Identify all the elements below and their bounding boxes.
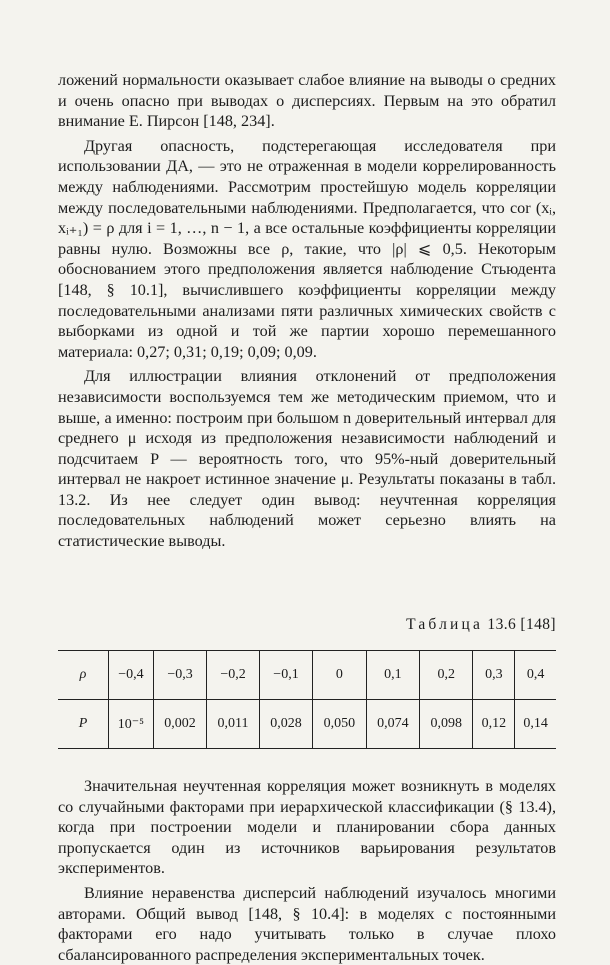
paragraph-5: Влияние неравенства дисперсий наблюдений изучалось многими авторами. Общий вывод [148, § 10.4]: в моделях с постоянными факторами его надо учитывать только в случае плохо сбалансированного распределения экспериментальных точек. (58, 883, 556, 964)
row-label-p: P (58, 700, 109, 749)
paragraph-3: Для иллюстрации влияния отклонений от предположения независимости воспользуемся тем же методическим приемом, что и выше, а именно: построим при большом n доверительный интервал для среднего μ исходя из предположения независимости наблюдений и подсчитаем P — вероятность того, что 95%-ный доверительный интервал не накроет истинное значение μ. Результаты показаны в табл. 13.2. Из нее следует один вывод: неучтенная корреляция последовательных наблюдений может серьезно влиять на статистические выводы. (58, 367, 556, 551)
top-text (58, 70, 556, 552)
rho-cell: −0,3 (153, 651, 206, 700)
table-caption (406, 616, 556, 634)
table-row-p (58, 700, 556, 749)
table-row-rho (58, 651, 556, 700)
p-cell: 0,050 (313, 700, 366, 749)
rho-cell: −0,2 (207, 651, 260, 700)
rho-cell: 0,4 (515, 651, 556, 700)
rho-cell: 0,3 (473, 651, 515, 700)
table-caption-word: Таблица (406, 616, 484, 633)
correlation-table (58, 650, 556, 749)
p-cell: 0,028 (259, 700, 312, 749)
rho-cell: 0,1 (366, 651, 419, 700)
rho-cell: 0 (313, 651, 366, 700)
bottom-text (58, 776, 556, 965)
rho-cell: −0,4 (109, 651, 154, 700)
paragraph-4: Значительная неучтенная корреляция может возникнуть в моделях со случайными факторами при иерархической классификации (§ 13.4), когда при построении модели и планировании сбора данных пропускается один из источников варьирования результатов экспериментов. (58, 777, 556, 878)
p-cell: 10⁻⁵ (109, 700, 154, 749)
p-cell: 0,098 (420, 700, 473, 749)
rho-cell: 0,2 (420, 651, 473, 700)
p-cell: 0,14 (515, 700, 556, 749)
p-cell: 0,074 (366, 700, 419, 749)
table-caption-ref: 13.6 [148] (483, 616, 556, 633)
p-cell: 0,12 (473, 700, 515, 749)
p-cell: 0,011 (207, 700, 260, 749)
paragraph-2: Другая опасность, подстерегающая исследователя при использовании ДА, — это не отраженная в модели коррелированность между наблюдениями. Рассмотрим простейшую модель корреляции между последовательными наблюдениями. Предполагается, что cor (xᵢ, xᵢ₊₁) = ρ для i = 1, …, n − 1, а все остальные коэффициенты корреляции равны нулю. Возможны все ρ, такие, что |ρ| ⩽ 0,5. Некоторым обоснованием этого предположения является наблюдение Стьюдента [148, § 10.1], вычислившего коэффициенты корреляции между последовательными анализами пяти различных химических свойств с выборками из одной и той же партии хорошо перемешанного материала: 0,27; 0,31; 0,19; 0,09; 0,09. (58, 136, 556, 361)
page (58, 70, 556, 964)
rho-cell: −0,1 (259, 651, 312, 700)
p-cell: 0,002 (153, 700, 206, 749)
paragraph-1: ложений нормальности оказывает слабое влияние на выводы о средних и очень опасно при выводах о дисперсиях. Первым на это обратил внимание Е. Пирсон [148, 234]. (58, 71, 556, 131)
row-label-rho: ρ (58, 651, 109, 700)
